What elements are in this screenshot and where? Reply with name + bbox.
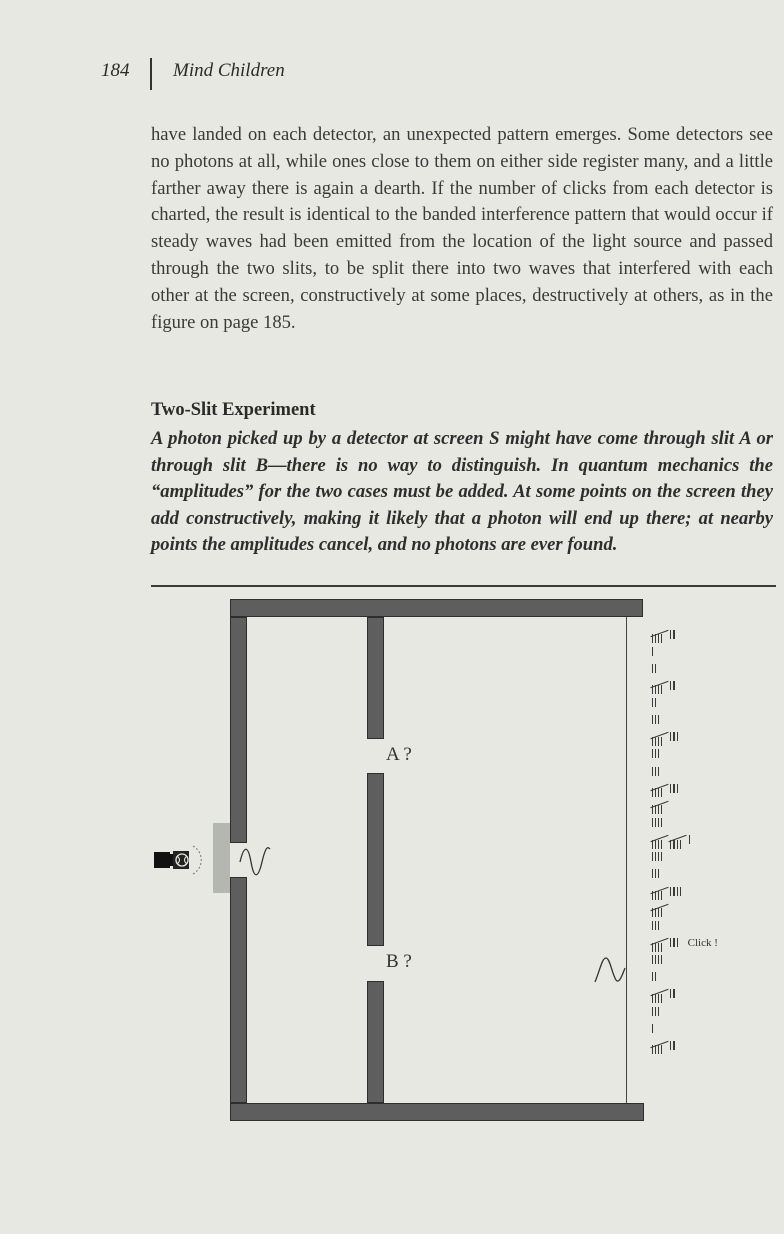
- tally-stroke: [677, 784, 678, 793]
- tally-stroke: [658, 908, 659, 917]
- tally-five-group: [652, 784, 664, 793]
- tally-crossbar: [650, 629, 668, 637]
- tally-stroke: [658, 685, 659, 694]
- tally-stroke: [652, 869, 653, 878]
- tally-stroke: [652, 767, 653, 776]
- detector-tally: [652, 865, 782, 882]
- detector-screen-line: [626, 617, 627, 1103]
- tally-stroke: [652, 1007, 653, 1016]
- tally-stroke: [655, 972, 656, 981]
- tally-stroke: [652, 664, 653, 673]
- tally-stroke: [658, 805, 659, 814]
- source-shadow: [213, 823, 230, 893]
- tally-stroke: [655, 955, 656, 964]
- figure-title: Two-Slit Experiment: [151, 400, 316, 420]
- detector-tally: [652, 796, 782, 813]
- tally-stroke: [689, 835, 690, 844]
- tally-stroke: [661, 788, 662, 797]
- tally-stroke: [670, 681, 671, 690]
- tally-stroke: [661, 891, 662, 900]
- detector-tally: [652, 934, 782, 951]
- detector-tally: [652, 1019, 782, 1036]
- tally-stroke: [655, 698, 656, 707]
- tally-stroke: [673, 630, 674, 639]
- tally-stroke: [658, 943, 659, 952]
- detector-tally: [652, 848, 782, 865]
- tally-five-group: [652, 681, 664, 690]
- detector-tally: [652, 625, 782, 642]
- tally-stroke: [655, 852, 656, 861]
- tally-stroke: [661, 805, 662, 814]
- tally-stroke: [658, 869, 659, 878]
- tally-stroke: [661, 943, 662, 952]
- tally-stroke: [655, 818, 656, 827]
- tally-stroke: [652, 647, 653, 656]
- tally-stroke: [677, 840, 678, 849]
- figure-caption: A photon picked up by a detector at screen S might have come through slit A or through slit B—there is no way to distinguish. In quantum mechanics the “amplitudes” for the two cases must be added. At some points on the screen they add constructively, making it likely that a photon will end up there; at nearby points the amplitudes cancel, and no photons are ever found.: [151, 428, 773, 556]
- tally-stroke: [673, 989, 674, 998]
- tally-crossbar: [650, 801, 668, 809]
- tally-five-group: [652, 887, 664, 896]
- tally-stroke: [670, 1041, 671, 1050]
- detector-tally: [652, 882, 782, 899]
- tally-stroke: [652, 698, 653, 707]
- tally-stroke: [658, 715, 659, 724]
- tally-crossbar: [650, 989, 668, 997]
- tally-stroke: [652, 852, 653, 861]
- body-paragraph: have landed on each detector, an unexpected pattern emerges. Some detectors see no photons at all, while ones close to them on either side register many, and a little farther away there is again a dearth. If the number of clicks from each detector is charted, the result is identical to the banded interference pattern that would occur if steady waves had been emitted from the location of the light source and passed through the two slits, to be split there into two waves that interfered with each other at the screen, constructively at some places, destructively at others, as in the figure on page 185.: [151, 124, 773, 333]
- tally-five-group: [652, 835, 664, 844]
- tally-stroke: [658, 891, 659, 900]
- detector-tally: [652, 745, 782, 762]
- tally-stroke: [658, 955, 659, 964]
- tally-crossbar: [650, 681, 668, 689]
- tally-stroke: [677, 887, 678, 896]
- tally-five-group: [670, 835, 682, 844]
- detector-tally: [652, 916, 782, 933]
- tally-stroke: [670, 732, 671, 741]
- header-divider: [150, 58, 152, 90]
- tally-stroke: [673, 887, 674, 896]
- light-source-icon: [152, 840, 212, 880]
- bottom-wall: [230, 1103, 644, 1121]
- wave-icon: [594, 950, 628, 988]
- detector-tally: [652, 968, 782, 985]
- tally-stroke: [670, 887, 671, 896]
- tally-crossbar: [650, 886, 668, 894]
- tally-stroke: [670, 784, 671, 793]
- detector-tally: [652, 676, 782, 693]
- detector-tally: [652, 762, 782, 779]
- detector-tally: [652, 728, 782, 745]
- detector-tally: [652, 899, 782, 916]
- tally-five-group: [652, 1041, 664, 1050]
- tally-stroke: [661, 994, 662, 1003]
- tally-stroke: [655, 767, 656, 776]
- tally-crossbar: [650, 784, 668, 792]
- tally-stroke: [652, 955, 653, 964]
- tally-stroke: [661, 737, 662, 746]
- tally-crossbar: [650, 904, 668, 912]
- tally-stroke: [661, 955, 662, 964]
- tally-stroke: [658, 767, 659, 776]
- tally-stroke: [655, 749, 656, 758]
- detector-tally-column: [652, 625, 782, 1054]
- tally-stroke: [673, 840, 674, 849]
- tally-stroke: [652, 1024, 653, 1033]
- figure-top-rule: [151, 585, 776, 587]
- detector-tally: [652, 779, 782, 796]
- detector-tally: [652, 1036, 782, 1053]
- detector-tally: [652, 1002, 782, 1019]
- tally-five-group: [652, 801, 664, 810]
- slit-b-label: B ?: [386, 951, 412, 972]
- tally-stroke: [661, 634, 662, 643]
- tally-stroke: [670, 938, 671, 947]
- detector-tally: [652, 711, 782, 728]
- tally-stroke: [680, 887, 681, 896]
- tally-stroke: [655, 840, 656, 849]
- tally-stroke: [658, 737, 659, 746]
- tally-stroke: [655, 1007, 656, 1016]
- tally-five-group: [652, 630, 664, 639]
- detector-tally: [652, 814, 782, 831]
- tally-stroke: [673, 784, 674, 793]
- tally-five-group: [652, 904, 664, 913]
- tally-stroke: [658, 634, 659, 643]
- tally-stroke: [661, 840, 662, 849]
- tally-stroke: [652, 818, 653, 827]
- left-wall-upper: [230, 617, 247, 843]
- tally-stroke: [658, 921, 659, 930]
- wave-icon: [238, 843, 272, 881]
- tally-stroke: [677, 938, 678, 947]
- tally-stroke: [655, 943, 656, 952]
- tally-stroke: [658, 788, 659, 797]
- tally-crossbar: [650, 835, 668, 843]
- tally-crossbar: [650, 938, 668, 946]
- detector-tally: [652, 831, 782, 848]
- tally-stroke: [661, 1045, 662, 1054]
- tally-stroke: [673, 732, 674, 741]
- tally-stroke: [673, 938, 674, 947]
- detector-tally: [652, 642, 782, 659]
- tally-stroke: [658, 840, 659, 849]
- tally-stroke: [658, 749, 659, 758]
- tally-stroke: [655, 994, 656, 1003]
- tally-stroke: [658, 818, 659, 827]
- tally-stroke: [677, 732, 678, 741]
- tally-stroke: [655, 715, 656, 724]
- tally-crossbar: [650, 1041, 668, 1049]
- click-label: Click !: [687, 936, 718, 949]
- tally-crossbar: [650, 732, 668, 740]
- tally-stroke: [670, 630, 671, 639]
- tally-stroke: [661, 818, 662, 827]
- left-wall-lower: [230, 877, 247, 1103]
- tally-stroke: [655, 921, 656, 930]
- tally-stroke: [680, 840, 681, 849]
- detector-tally: [652, 694, 782, 711]
- tally-stroke: [673, 1041, 674, 1050]
- slit-barrier-middle: [367, 773, 384, 946]
- tally-stroke: [652, 972, 653, 981]
- slit-barrier-top: [367, 617, 384, 739]
- tally-stroke: [655, 737, 656, 746]
- tally-stroke: [661, 852, 662, 861]
- tally-five-group: [652, 989, 664, 998]
- tally-stroke: [661, 908, 662, 917]
- tally-crossbar: [669, 835, 687, 843]
- tally-stroke: [652, 715, 653, 724]
- tally-five-group: [652, 732, 664, 741]
- slit-a-label: A ?: [386, 744, 412, 765]
- tally-stroke: [652, 749, 653, 758]
- detector-tally: [652, 659, 782, 676]
- tally-stroke: [658, 1045, 659, 1054]
- tally-stroke: [655, 869, 656, 878]
- tally-stroke: [658, 852, 659, 861]
- page-number: 184: [101, 60, 130, 81]
- running-title: Mind Children: [173, 60, 285, 81]
- tally-five-group: [652, 938, 664, 947]
- tally-stroke: [652, 921, 653, 930]
- top-wall: [230, 599, 643, 617]
- tally-stroke: [670, 989, 671, 998]
- detector-tally: [652, 985, 782, 1002]
- detector-tally: [652, 951, 782, 968]
- tally-stroke: [655, 664, 656, 673]
- tally-stroke: [658, 1007, 659, 1016]
- tally-stroke: [673, 681, 674, 690]
- tally-stroke: [661, 685, 662, 694]
- slit-barrier-bottom: [367, 981, 384, 1103]
- tally-stroke: [658, 994, 659, 1003]
- page-header: [0, 58, 784, 92]
